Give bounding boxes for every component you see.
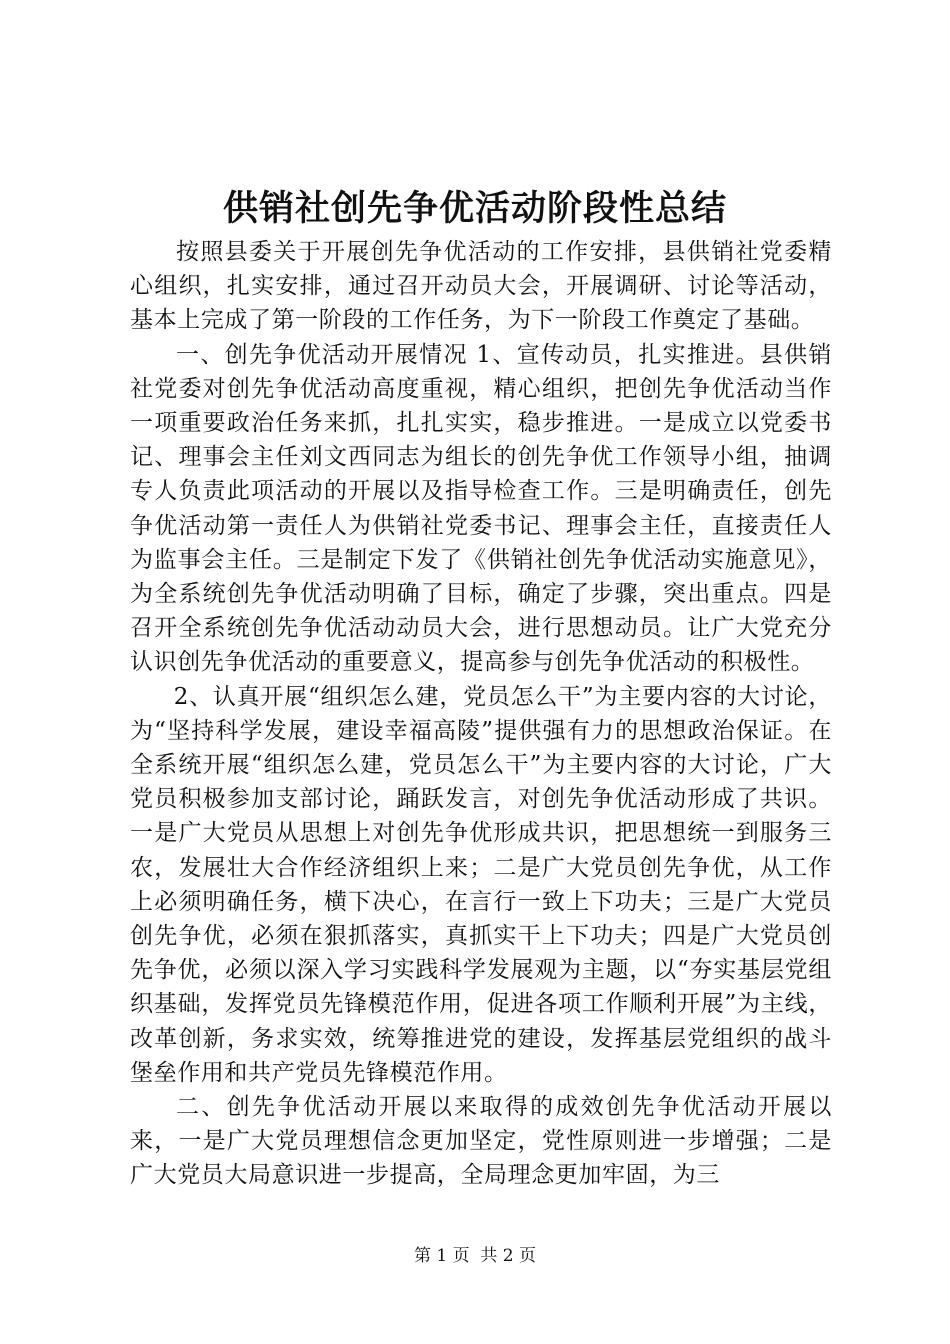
- document-body: [130, 235, 832, 1193]
- page-number: 第 1 页 共 2 页: [413, 1246, 537, 1266]
- paragraph-discussion: 2、认真开展“组织怎么建，党员怎么干”为主要内容的大讨论，为“坚持科学发展，建设幸福高陵”提供强有力的思想政治保证。在全系统开展“组织怎么建，党员怎么干”为主要内容的大讨论，广大党员积极参加支部讨论，踊跃发言，对创先争优活动形成了共识。一是广大党员从思想上对创先争优形成共识，把思想统一到服务三农，发展壮大合作经济组织上来；二是广大党员创先争优，从工作上必须明确任务，横下决心，在言行一致上下功夫；三是广大党员创先争优，必须在狠抓落实，真抓实干上下功夫；四是广大党员创先争优，必须以深入学习实践科学发展观为主题，以“夯实基层党组织基础，发挥党员先锋模范作用，促进各项工作顺利开展”为主线，改革创新，务求实效，统筹推进党的建设，发挥基层党组织的战斗堡垒作用和共产党员先锋模范作用。: [130, 683, 832, 1086]
- document-title: 供销社创先争优活动阶段性总结: [222, 188, 727, 229]
- paragraph-intro: 按照县委关于开展创先争优活动的工作安排，县供销社党委精心组织，扎实安排，通过召开动员大会，开展调研、讨论等活动，基本上完成了第一阶段的工作任务，为下一阶段工作奠定了基础。: [130, 239, 832, 334]
- page-footer: [0, 1244, 950, 1268]
- paragraph-section-two: 二、创先争优活动开展以来取得的成效创先争优活动开展以来，一是广大党员理想信念更加坚定，党性原则进一步增强；二是广大党员大局意识进一步提高，全局理念更加牢固，为三: [130, 1094, 832, 1189]
- paragraph-section-one: 一、创先争优活动开展情况 1、宣传动员，扎实推进。县供销社党委对创先争优活动高度重视，精心组织，把创先争优活动当作一项重要政治任务来抓，扎扎实实，稳步推进。一是成立以党委书记、理事会主任刘文西同志为组长的创先争优工作领导小组，抽调专人负责此项活动的开展以及指导检查工作。三是明确责任，创先争优活动第一责任人为供销社党委书记、理事会主任，直接责任人为监事会主任。三是制定下发了《供销社创先争优活动实施意见》，为全系统创先争优活动明确了目标，确定了步骤，突出重点。四是召开全系统创先争优活动动员大会，进行思想动员。让广大党充分认识创先争优活动的重要意义，提高参与创先争优活动的积极性。: [130, 341, 832, 676]
